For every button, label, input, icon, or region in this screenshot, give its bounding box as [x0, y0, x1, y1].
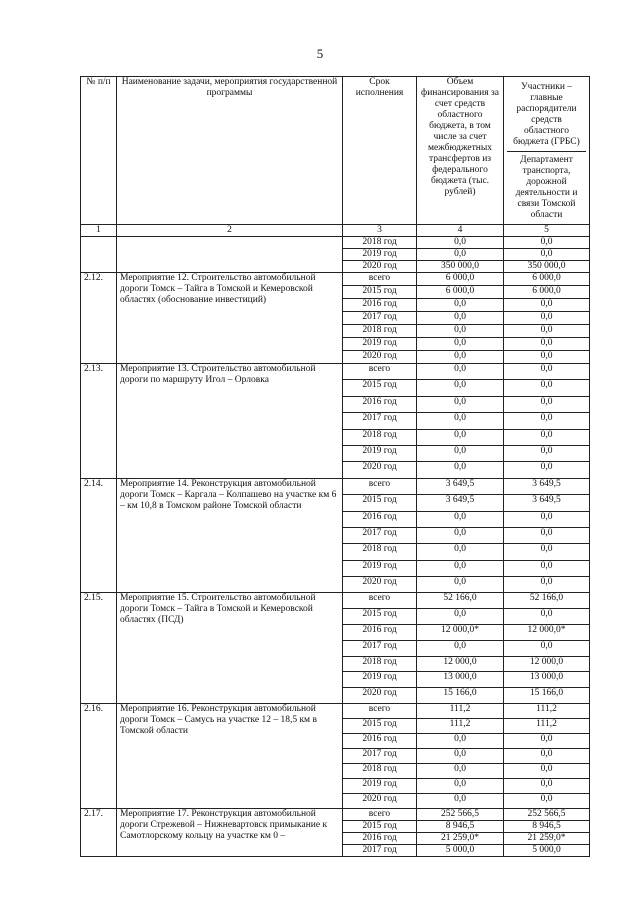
funding-cell: 0,0: [417, 351, 504, 364]
measure-number: 2.17.: [81, 809, 117, 857]
funding-cell: 0,0: [417, 734, 504, 749]
term-cell: 2016 год: [343, 396, 417, 412]
dept-cell: 0,0: [504, 364, 590, 380]
funding-cell: 13 000,0: [417, 672, 504, 688]
term-cell: 2020 год: [343, 577, 417, 593]
table-row: [81, 809, 590, 821]
dept-cell: 0,0: [504, 609, 590, 625]
measure-name: Мероприятие 15. Строительство автомобильной дороги Томск – Тайга в Томской и Кемеровской областях (ПСД): [117, 593, 343, 704]
funding-cell: 111,2: [417, 704, 504, 719]
term-cell: 2018 год: [343, 237, 417, 249]
measure-number: 2.16.: [81, 704, 117, 809]
funding-cell: 0,0: [417, 511, 504, 527]
funding-cell: 0,0: [417, 413, 504, 429]
table-row: [81, 478, 590, 494]
term-cell: 2018 год: [343, 544, 417, 560]
term-cell: 2019 год: [343, 445, 417, 461]
term-cell: всего: [343, 809, 417, 821]
header-participants-cell: [504, 77, 590, 225]
term-cell: 2015 год: [343, 380, 417, 396]
measure-name: Мероприятие 16. Реконструкция автомобильной дороги Томск – Самусь на участке 12 – 18,5 км в Томской области: [117, 704, 343, 809]
funding-cell: 6 000,0: [417, 286, 504, 299]
dept-cell: 0,0: [504, 249, 590, 261]
funding-cell: 0,0: [417, 338, 504, 351]
dept-cell: 3 649,5: [504, 495, 590, 511]
dept-cell: 0,0: [504, 764, 590, 779]
funding-cell: 0,0: [417, 364, 504, 380]
dept-cell: 0,0: [504, 560, 590, 576]
funding-cell: 0,0: [417, 249, 504, 261]
dept-cell: 0,0: [504, 413, 590, 429]
term-cell: 2015 год: [343, 495, 417, 511]
dept-cell: 0,0: [504, 511, 590, 527]
funding-cell: 350 000,0: [417, 261, 504, 273]
term-cell: 2017 год: [343, 845, 417, 857]
dept-cell: 12 000,0: [504, 656, 590, 672]
dept-cell: 0,0: [504, 462, 590, 478]
term-cell: 2015 год: [343, 821, 417, 833]
term-cell: 2017 год: [343, 413, 417, 429]
dept-cell: 111,2: [504, 719, 590, 734]
funding-cell: 0,0: [417, 380, 504, 396]
term-cell: всего: [343, 478, 417, 494]
dept-cell: 0,0: [504, 351, 590, 364]
term-cell: 2019 год: [343, 779, 417, 794]
term-cell: всего: [343, 593, 417, 609]
header-term: Срок исполнения: [343, 77, 417, 225]
measure-number: 2.13.: [81, 364, 117, 479]
funding-cell: 0,0: [417, 544, 504, 560]
name-cell-empty: [117, 237, 343, 273]
dept-cell: 0,0: [504, 429, 590, 445]
term-cell: 2016 год: [343, 833, 417, 845]
term-cell: всего: [343, 273, 417, 286]
measure-number: 2.12.: [81, 273, 117, 364]
column-number-row: [81, 225, 590, 237]
dept-cell: 15 166,0: [504, 688, 590, 704]
funding-cell: 0,0: [417, 445, 504, 461]
measure-name: Мероприятие 12. Строительство автомобильной дороги Томск – Тайга в Томской и Кемеровской областях (обоснование инвестиций): [117, 273, 343, 364]
funding-cell: 0,0: [417, 312, 504, 325]
dept-cell: 252 566,5: [504, 809, 590, 821]
table-row: [81, 237, 590, 249]
funding-cell: 12 000,0*: [417, 625, 504, 641]
funding-cell: 0,0: [417, 609, 504, 625]
term-cell: 2015 год: [343, 609, 417, 625]
funding-cell: 6 000,0: [417, 273, 504, 286]
funding-cell: 0,0: [417, 325, 504, 338]
funding-cell: 5 000,0: [417, 845, 504, 857]
term-cell: 2015 год: [343, 286, 417, 299]
table-row: [81, 273, 590, 286]
dept-cell: 0,0: [504, 544, 590, 560]
dept-cell: 3 649,5: [504, 478, 590, 494]
funding-cell: 111,2: [417, 719, 504, 734]
funding-cell: 0,0: [417, 560, 504, 576]
term-cell: 2016 год: [343, 511, 417, 527]
term-cell: 2017 год: [343, 312, 417, 325]
header-num: № п/п: [81, 77, 117, 225]
term-cell: 2018 год: [343, 325, 417, 338]
table-row: [81, 593, 590, 609]
funding-cell: 0,0: [417, 640, 504, 656]
funding-cell: 0,0: [417, 749, 504, 764]
column-number: 5: [504, 225, 590, 237]
dept-cell: 5 000,0: [504, 845, 590, 857]
term-cell: 2020 год: [343, 688, 417, 704]
term-cell: 2019 год: [343, 249, 417, 261]
funding-cell: 8 946,5: [417, 821, 504, 833]
term-cell: 2017 год: [343, 527, 417, 543]
funding-cell: 0,0: [417, 779, 504, 794]
dept-cell: 6 000,0: [504, 286, 590, 299]
table-body: [81, 77, 590, 857]
funding-cell: 12 000,0: [417, 656, 504, 672]
funding-cell: 15 166,0: [417, 688, 504, 704]
dept-cell: 0,0: [504, 794, 590, 809]
funding-cell: 3 649,5: [417, 495, 504, 511]
term-cell: 2017 год: [343, 640, 417, 656]
term-cell: 2019 год: [343, 338, 417, 351]
dept-cell: 12 000,0*: [504, 625, 590, 641]
funding-cell: 0,0: [417, 396, 504, 412]
header-row: [81, 77, 590, 225]
dept-cell: 0,0: [504, 312, 590, 325]
term-cell: 2019 год: [343, 672, 417, 688]
term-cell: 2018 год: [343, 656, 417, 672]
term-cell: 2020 год: [343, 351, 417, 364]
term-cell: 2020 год: [343, 261, 417, 273]
term-cell: 2020 год: [343, 794, 417, 809]
dept-cell: 52 166,0: [504, 593, 590, 609]
term-cell: всего: [343, 364, 417, 380]
dept-cell: 0,0: [504, 734, 590, 749]
column-number: 4: [417, 225, 504, 237]
dept-cell: 111,2: [504, 704, 590, 719]
table-row: [81, 704, 590, 719]
dept-cell: 0,0: [504, 640, 590, 656]
header-participants: Участники – главные распорядители средств областного бюджета (ГРБС): [507, 77, 586, 152]
dept-cell: 0,0: [504, 577, 590, 593]
column-number: 2: [117, 225, 343, 237]
dept-cell: 8 946,5: [504, 821, 590, 833]
term-cell: 2015 год: [343, 719, 417, 734]
dept-cell: 0,0: [504, 380, 590, 396]
column-number: 3: [343, 225, 417, 237]
dept-cell: 0,0: [504, 749, 590, 764]
measure-number: 2.15.: [81, 593, 117, 704]
header-funding: Объем финансирования за счет средств областного бюджета, в том числе за счет межбюджетных трансфертов из федерального бюджета (тыс. рублей): [417, 77, 504, 225]
funding-cell: 0,0: [417, 299, 504, 312]
dept-cell: 0,0: [504, 338, 590, 351]
term-cell: 2016 год: [343, 625, 417, 641]
term-cell: 2018 год: [343, 764, 417, 779]
funding-cell: 3 649,5: [417, 478, 504, 494]
header-name: Наименование задачи, мероприятия государственной программы: [117, 77, 343, 225]
measure-name: Мероприятие 14. Реконструкция автомобильной дороги Томск – Каргала – Колпашево на участке км 6 – км 10,8 в Томском районе Томской области: [117, 478, 343, 593]
dept-cell: 0,0: [504, 325, 590, 338]
dept-cell: 6 000,0: [504, 273, 590, 286]
funding-cell: 0,0: [417, 429, 504, 445]
term-cell: 2018 год: [343, 429, 417, 445]
measure-name: Мероприятие 17. Реконструкция автомобильной дороги Стрежевой – Нижневартовск примыкание к Самотлорскому кольцу на участке км 0 –: [117, 809, 343, 857]
term-cell: 2016 год: [343, 734, 417, 749]
dept-cell: 0,0: [504, 527, 590, 543]
measure-number: 2.14.: [81, 478, 117, 593]
measure-name: Мероприятие 13. Строительство автомобильной дороги по маршруту Игол – Орловка: [117, 364, 343, 479]
funding-cell: 0,0: [417, 237, 504, 249]
funding-cell: 252 566,5: [417, 809, 504, 821]
funding-cell: 21 259,0*: [417, 833, 504, 845]
dept-cell: 21 259,0*: [504, 833, 590, 845]
term-cell: всего: [343, 704, 417, 719]
dept-cell: 0,0: [504, 779, 590, 794]
column-number: 1: [81, 225, 117, 237]
table-row: [81, 364, 590, 380]
dept-cell: 13 000,0: [504, 672, 590, 688]
funding-cell: 0,0: [417, 764, 504, 779]
dept-cell: 0,0: [504, 237, 590, 249]
term-cell: 2020 год: [343, 462, 417, 478]
funding-cell: 52 166,0: [417, 593, 504, 609]
program-table: [80, 76, 590, 857]
dept-cell: 0,0: [504, 445, 590, 461]
header-department: Департамент транспорта, дорожной деятельности и связи Томской области: [515, 155, 578, 220]
term-cell: 2016 год: [343, 299, 417, 312]
term-cell: 2017 год: [343, 749, 417, 764]
funding-cell: 0,0: [417, 527, 504, 543]
funding-cell: 0,0: [417, 577, 504, 593]
dept-cell: 350 000,0: [504, 261, 590, 273]
funding-cell: 0,0: [417, 462, 504, 478]
num-cell-empty: [81, 237, 117, 273]
funding-cell: 0,0: [417, 794, 504, 809]
term-cell: 2019 год: [343, 560, 417, 576]
dept-cell: 0,0: [504, 299, 590, 312]
page-number: 5: [316, 46, 324, 61]
dept-cell: 0,0: [504, 396, 590, 412]
